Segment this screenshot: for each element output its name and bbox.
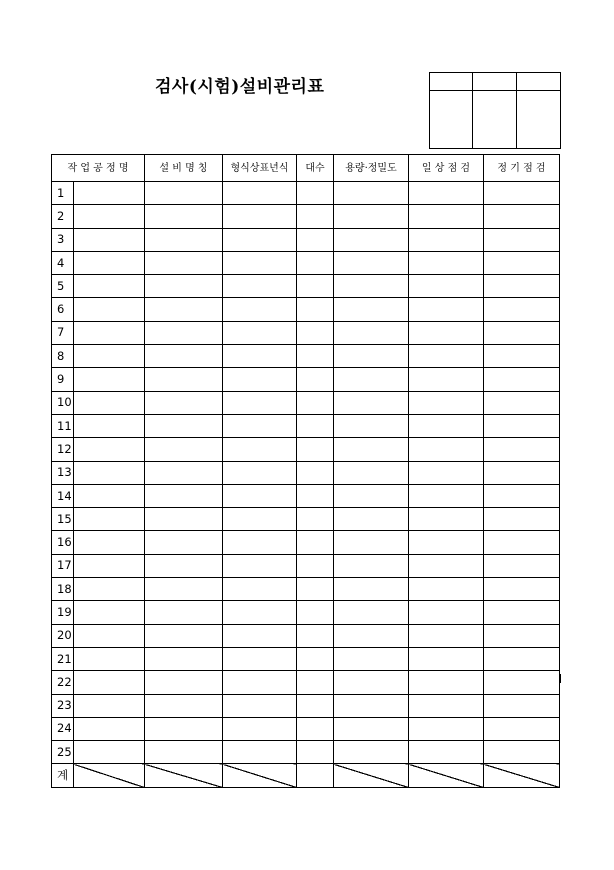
row-number: 6 xyxy=(52,298,74,321)
row-number: 12 xyxy=(52,438,74,461)
table-cell[interactable] xyxy=(145,484,223,507)
table-cell[interactable] xyxy=(409,717,484,740)
table-cell[interactable] xyxy=(74,251,145,274)
table-cell[interactable] xyxy=(297,554,334,577)
table-cell[interactable] xyxy=(297,671,334,694)
table-cell[interactable] xyxy=(297,368,334,391)
table-cell[interactable] xyxy=(484,228,560,251)
table-cell[interactable] xyxy=(484,345,560,368)
table-cell[interactable] xyxy=(223,321,297,344)
table-cell[interactable] xyxy=(145,275,223,298)
table-cell[interactable] xyxy=(223,741,297,764)
table-cell[interactable] xyxy=(484,554,560,577)
table-cell[interactable] xyxy=(74,741,145,764)
table-cell[interactable] xyxy=(334,182,409,205)
table-cell[interactable] xyxy=(74,438,145,461)
table-cell[interactable] xyxy=(334,508,409,531)
table-cell[interactable] xyxy=(409,391,484,414)
table-row xyxy=(52,647,560,670)
table-cell[interactable] xyxy=(223,717,297,740)
row-number: 20 xyxy=(52,624,74,647)
table-row xyxy=(52,717,560,740)
table-cell[interactable] xyxy=(334,251,409,274)
table-cell[interactable] xyxy=(409,531,484,554)
table-cell[interactable] xyxy=(484,624,560,647)
row-number: 16 xyxy=(52,531,74,554)
table-cell[interactable] xyxy=(334,414,409,437)
table-cell[interactable] xyxy=(297,578,334,601)
row-number: 1 xyxy=(52,182,74,205)
row-number: 10 xyxy=(52,391,74,414)
table-cell[interactable] xyxy=(74,345,145,368)
table-row xyxy=(52,554,560,577)
table-cell[interactable] xyxy=(334,624,409,647)
table-cell[interactable] xyxy=(145,298,223,321)
table-row xyxy=(52,484,560,507)
total-diagonal-cell xyxy=(74,764,145,787)
table-cell[interactable] xyxy=(223,414,297,437)
table-cell[interactable] xyxy=(484,671,560,694)
table-cell[interactable] xyxy=(145,205,223,228)
table-row xyxy=(52,321,560,344)
edge-mark xyxy=(559,674,561,683)
table-cell[interactable] xyxy=(223,461,297,484)
table-row xyxy=(52,601,560,624)
table-cell[interactable] xyxy=(74,601,145,624)
table-cell[interactable] xyxy=(223,647,297,670)
row-number: 3 xyxy=(52,228,74,251)
table-cell[interactable] xyxy=(145,414,223,437)
table-cell[interactable] xyxy=(409,205,484,228)
table-cell[interactable] xyxy=(74,578,145,601)
table-row xyxy=(52,461,560,484)
table-cell[interactable] xyxy=(74,298,145,321)
table-cell[interactable] xyxy=(74,717,145,740)
table-cell[interactable] xyxy=(409,461,484,484)
table-cell[interactable] xyxy=(297,531,334,554)
table-cell[interactable] xyxy=(223,438,297,461)
table-cell[interactable] xyxy=(145,228,223,251)
table-cell[interactable] xyxy=(223,554,297,577)
table-cell[interactable] xyxy=(223,671,297,694)
table-cell[interactable] xyxy=(334,554,409,577)
table-cell[interactable] xyxy=(223,578,297,601)
table-cell[interactable] xyxy=(223,251,297,274)
approval-box xyxy=(429,72,561,149)
table-cell[interactable] xyxy=(409,368,484,391)
table-cell[interactable] xyxy=(484,741,560,764)
table-cell[interactable] xyxy=(223,624,297,647)
table-row xyxy=(52,438,560,461)
table-cell[interactable] xyxy=(484,461,560,484)
header-equipment-name: 설 비 명 칭 xyxy=(145,155,223,182)
table-cell[interactable] xyxy=(484,694,560,717)
table-cell[interactable] xyxy=(334,391,409,414)
table-cell[interactable] xyxy=(484,275,560,298)
table-cell[interactable] xyxy=(223,484,297,507)
table-cell[interactable] xyxy=(484,647,560,670)
table-row xyxy=(52,624,560,647)
table-cell[interactable] xyxy=(484,251,560,274)
total-diagonal-cell xyxy=(409,764,484,787)
table-cell[interactable] xyxy=(145,741,223,764)
header-periodic-inspection: 정 기 점 검 xyxy=(484,155,560,182)
approval-header-cell-2 xyxy=(473,73,517,91)
table-cell[interactable] xyxy=(297,275,334,298)
table-cell[interactable] xyxy=(74,414,145,437)
table-cell[interactable] xyxy=(223,345,297,368)
table-cell[interactable] xyxy=(409,438,484,461)
table-cell[interactable] xyxy=(484,531,560,554)
table-cell[interactable] xyxy=(334,321,409,344)
table-cell[interactable] xyxy=(74,205,145,228)
table-cell[interactable] xyxy=(334,228,409,251)
table-cell[interactable] xyxy=(297,694,334,717)
table-header-row xyxy=(52,155,560,182)
table-cell[interactable] xyxy=(145,601,223,624)
row-number: 19 xyxy=(52,601,74,624)
approval-sign-cell-2[interactable] xyxy=(473,91,517,149)
table-row xyxy=(52,391,560,414)
table-cell[interactable] xyxy=(409,624,484,647)
table-cell[interactable] xyxy=(334,601,409,624)
approval-header-cell-1 xyxy=(430,73,473,91)
table-cell[interactable] xyxy=(74,368,145,391)
table-cell[interactable] xyxy=(484,717,560,740)
row-number: 15 xyxy=(52,508,74,531)
table-cell[interactable] xyxy=(145,717,223,740)
table-cell[interactable] xyxy=(74,484,145,507)
table-cell[interactable] xyxy=(145,438,223,461)
table-cell[interactable] xyxy=(223,298,297,321)
table-row xyxy=(52,298,560,321)
table-cell[interactable] xyxy=(484,391,560,414)
table-row xyxy=(52,694,560,717)
table-cell[interactable] xyxy=(297,182,334,205)
table-row xyxy=(52,205,560,228)
table-cell[interactable] xyxy=(409,414,484,437)
table-cell[interactable] xyxy=(334,368,409,391)
total-row xyxy=(52,764,560,787)
row-number: 4 xyxy=(52,251,74,274)
table-cell[interactable] xyxy=(145,624,223,647)
table-cell[interactable] xyxy=(297,741,334,764)
table-cell[interactable] xyxy=(297,461,334,484)
table-cell[interactable] xyxy=(334,694,409,717)
table-cell[interactable] xyxy=(74,461,145,484)
table-cell[interactable] xyxy=(409,251,484,274)
table-cell[interactable] xyxy=(223,275,297,298)
table-cell[interactable] xyxy=(223,205,297,228)
table-cell[interactable] xyxy=(484,414,560,437)
table-cell[interactable] xyxy=(223,601,297,624)
row-number: 18 xyxy=(52,578,74,601)
table-cell[interactable] xyxy=(334,461,409,484)
table-cell[interactable] xyxy=(334,647,409,670)
row-number: 21 xyxy=(52,647,74,670)
table-cell[interactable] xyxy=(223,508,297,531)
table-cell[interactable] xyxy=(484,205,560,228)
total-quantity-cell[interactable] xyxy=(297,764,334,787)
row-number: 17 xyxy=(52,554,74,577)
table-row xyxy=(52,182,560,205)
table-cell[interactable] xyxy=(409,508,484,531)
row-number: 9 xyxy=(52,368,74,391)
table-cell[interactable] xyxy=(145,531,223,554)
header-process-name: 작 업 공 정 명 xyxy=(52,155,145,182)
table-cell[interactable] xyxy=(74,228,145,251)
table-cell[interactable] xyxy=(334,298,409,321)
table-cell[interactable] xyxy=(334,205,409,228)
table-cell[interactable] xyxy=(409,275,484,298)
table-cell[interactable] xyxy=(297,647,334,670)
table-cell[interactable] xyxy=(74,531,145,554)
table-cell[interactable] xyxy=(145,578,223,601)
table-cell[interactable] xyxy=(297,321,334,344)
table-row xyxy=(52,275,560,298)
row-number: 23 xyxy=(52,694,74,717)
table-cell[interactable] xyxy=(334,275,409,298)
table-cell[interactable] xyxy=(409,578,484,601)
table-row xyxy=(52,741,560,764)
table-cell[interactable] xyxy=(145,251,223,274)
table-row xyxy=(52,508,560,531)
table-cell[interactable] xyxy=(409,228,484,251)
table-cell[interactable] xyxy=(484,438,560,461)
table-cell[interactable] xyxy=(334,531,409,554)
table-cell[interactable] xyxy=(409,345,484,368)
table-cell[interactable] xyxy=(145,321,223,344)
table-cell[interactable] xyxy=(297,601,334,624)
table-cell[interactable] xyxy=(297,205,334,228)
table-cell[interactable] xyxy=(145,182,223,205)
table-cell[interactable] xyxy=(297,298,334,321)
table-cell[interactable] xyxy=(297,391,334,414)
row-number: 5 xyxy=(52,275,74,298)
table-cell[interactable] xyxy=(223,182,297,205)
table-cell[interactable] xyxy=(297,624,334,647)
table-cell[interactable] xyxy=(74,275,145,298)
table-cell[interactable] xyxy=(484,484,560,507)
table-cell[interactable] xyxy=(484,578,560,601)
table-cell[interactable] xyxy=(223,391,297,414)
table-cell[interactable] xyxy=(74,321,145,344)
header-capacity-precision: 용량·정밀도 xyxy=(334,155,409,182)
table-cell[interactable] xyxy=(223,531,297,554)
table-cell[interactable] xyxy=(297,345,334,368)
total-diagonal-cell xyxy=(145,764,223,787)
row-number: 13 xyxy=(52,461,74,484)
table-cell[interactable] xyxy=(145,694,223,717)
table-row xyxy=(52,345,560,368)
table-cell[interactable] xyxy=(297,228,334,251)
approval-header-cell-3 xyxy=(517,73,561,91)
table-cell[interactable] xyxy=(334,578,409,601)
approval-sign-cell-3[interactable] xyxy=(517,91,561,149)
table-cell[interactable] xyxy=(74,391,145,414)
approval-sign-cell-1[interactable] xyxy=(430,91,473,149)
header-daily-inspection: 일 상 점 검 xyxy=(409,155,484,182)
table-cell[interactable] xyxy=(145,554,223,577)
table-cell[interactable] xyxy=(409,647,484,670)
total-diagonal-cell xyxy=(484,764,560,787)
table-cell[interactable] xyxy=(334,671,409,694)
total-diagonal-cell xyxy=(334,764,409,787)
table-cell[interactable] xyxy=(297,508,334,531)
table-cell[interactable] xyxy=(334,717,409,740)
table-row xyxy=(52,414,560,437)
table-cell[interactable] xyxy=(74,694,145,717)
row-number: 14 xyxy=(52,484,74,507)
table-cell[interactable] xyxy=(74,624,145,647)
table-cell[interactable] xyxy=(334,741,409,764)
table-cell[interactable] xyxy=(334,484,409,507)
table-cell[interactable] xyxy=(484,368,560,391)
table-cell[interactable] xyxy=(484,298,560,321)
total-diagonal-cell xyxy=(223,764,297,787)
row-number: 11 xyxy=(52,414,74,437)
table-cell[interactable] xyxy=(297,438,334,461)
table-cell[interactable] xyxy=(74,554,145,577)
table-cell[interactable] xyxy=(409,694,484,717)
table-cell[interactable] xyxy=(297,414,334,437)
table-cell[interactable] xyxy=(74,671,145,694)
table-cell[interactable] xyxy=(223,368,297,391)
table-row xyxy=(52,228,560,251)
row-number: 2 xyxy=(52,205,74,228)
equipment-table xyxy=(51,154,560,788)
table-cell[interactable] xyxy=(409,298,484,321)
table-cell[interactable] xyxy=(145,345,223,368)
table-cell[interactable] xyxy=(74,182,145,205)
table-cell[interactable] xyxy=(409,601,484,624)
table-cell[interactable] xyxy=(334,438,409,461)
table-cell[interactable] xyxy=(74,647,145,670)
row-number: 22 xyxy=(52,671,74,694)
table-cell[interactable] xyxy=(409,182,484,205)
header-model-brand-year: 형식상표년식 xyxy=(223,155,297,182)
table-cell[interactable] xyxy=(145,647,223,670)
header-quantity: 대수 xyxy=(297,155,334,182)
table-cell[interactable] xyxy=(223,694,297,717)
table-cell[interactable] xyxy=(484,321,560,344)
table-cell[interactable] xyxy=(484,508,560,531)
row-number: 8 xyxy=(52,345,74,368)
table-cell[interactable] xyxy=(297,251,334,274)
table-row xyxy=(52,368,560,391)
table-cell[interactable] xyxy=(145,508,223,531)
table-cell[interactable] xyxy=(145,391,223,414)
table-cell[interactable] xyxy=(409,321,484,344)
table-cell[interactable] xyxy=(409,741,484,764)
table-cell[interactable] xyxy=(484,601,560,624)
table-cell[interactable] xyxy=(409,484,484,507)
row-number: 7 xyxy=(52,321,74,344)
table-cell[interactable] xyxy=(145,368,223,391)
row-number: 25 xyxy=(52,741,74,764)
table-cell[interactable] xyxy=(334,345,409,368)
table-cell[interactable] xyxy=(145,671,223,694)
row-number: 24 xyxy=(52,717,74,740)
table-cell[interactable] xyxy=(409,671,484,694)
table-cell[interactable] xyxy=(409,554,484,577)
table-cell[interactable] xyxy=(484,182,560,205)
page-title: 검사(시험)설비관리표 xyxy=(155,77,325,97)
table-cell[interactable] xyxy=(297,484,334,507)
table-row xyxy=(52,578,560,601)
table-cell[interactable] xyxy=(223,228,297,251)
table-row xyxy=(52,251,560,274)
table-row xyxy=(52,671,560,694)
total-label: 계 xyxy=(52,764,74,787)
table-row xyxy=(52,531,560,554)
table-cell[interactable] xyxy=(297,717,334,740)
table-cell[interactable] xyxy=(145,461,223,484)
table-cell[interactable] xyxy=(74,508,145,531)
